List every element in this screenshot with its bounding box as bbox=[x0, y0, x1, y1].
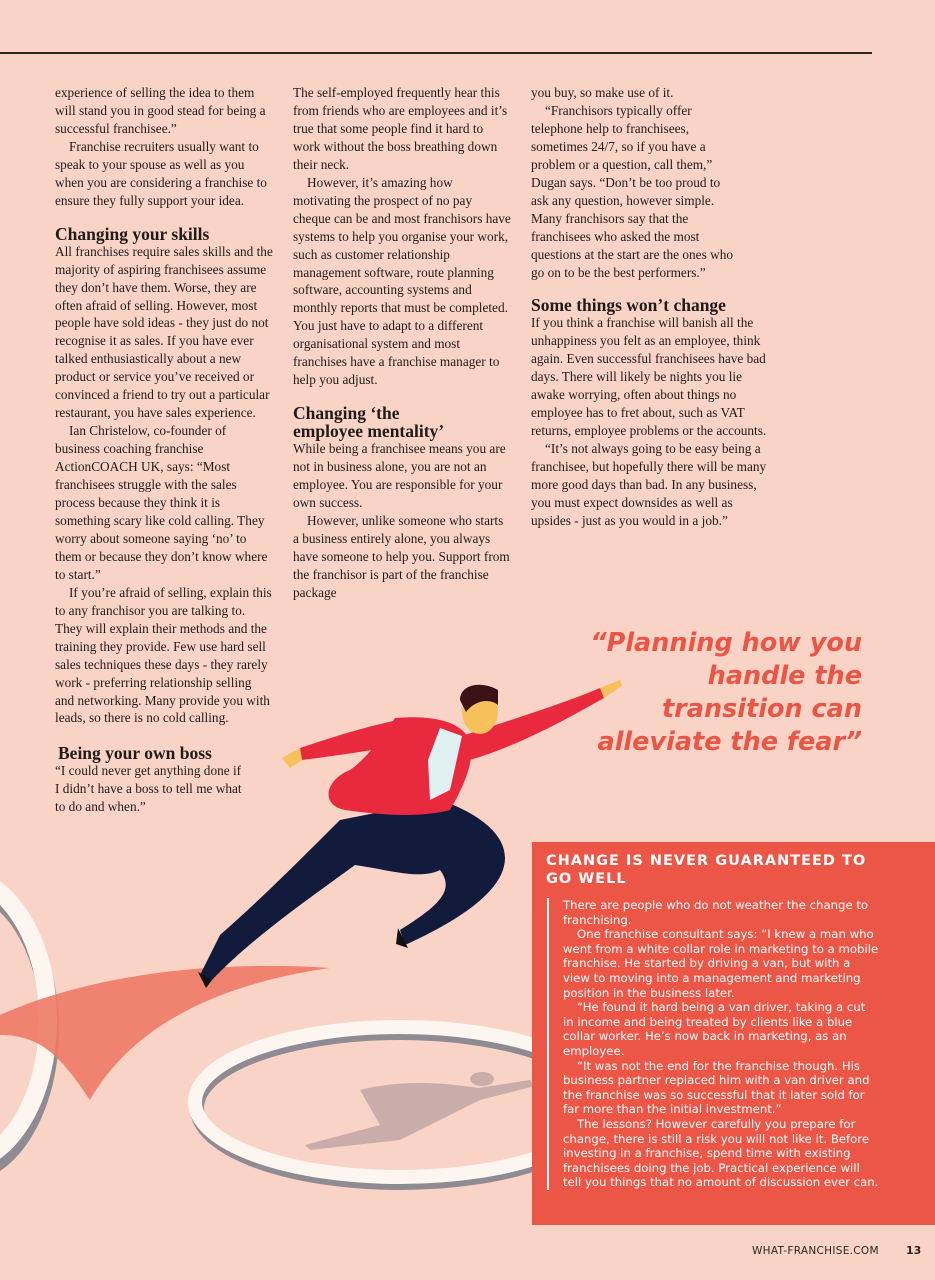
subheading-wont-change: Some things won’t change bbox=[531, 295, 726, 316]
paragraph: All franchises require sales skills and the majority of aspiring franchisees assume they don’t have them. Worse, they are often afraid of selling. However, most people have sold ideas - they just do not recognise it as sales. If you have ever talked enthusiastically about a new product or service you’ve received or convinced a friend to try out a particular restaurant, you have sales experience. bbox=[55, 243, 273, 421]
shadow-figure bbox=[305, 1072, 535, 1150]
paragraph: One franchise consultant says: “I knew a man who went from a white collar role in marketing to a mobile franchise. He started by driving a van, but with a view to moving into a management and marketing position in the business later. bbox=[563, 927, 879, 1000]
paragraph: While being a franchisee means you are not in business alone, you are not an employee. You are responsible for your own success. bbox=[293, 441, 506, 511]
paragraph: The self-employed frequently hear this from friends who are employees and it’s true that some people find it hard to work without the boss breathing down their neck. bbox=[293, 85, 508, 172]
sidebar-box-title: CHANGE IS NEVER GUARANTEED TO GO WELL bbox=[546, 853, 867, 887]
paragraph: There are people who do not weather the change to franchising. bbox=[563, 898, 869, 927]
column-1 bbox=[55, 84, 273, 816]
paragraph: However, unlike someone who starts a business entirely alone, you always have someone to help you. Support from the franchisor is part of the franchise package bbox=[293, 513, 510, 600]
pull-quote: “Planning how you handle the transition can alleviate the fear” bbox=[590, 628, 862, 757]
paragraph: Ian Christelow, co-founder of business coaching franchise ActionCOACH UK, says: “Most franchisees struggle with the sales process because they think it is something scary like cold calling. They worry about someone saying ‘no’ to them or because they don’t know where to start.” bbox=[55, 423, 268, 582]
column-2 bbox=[293, 84, 511, 602]
page-number: 13 bbox=[906, 1244, 922, 1257]
paragraph: “I could never get anything done if I didn’t have a boss to tell me what to do and when.” bbox=[55, 763, 242, 815]
paragraph: If you’re afraid of selling, explain this to any franchisor you are talking to. They will explain their methods and the training they provide. Few use hard sell sales techniques these days - they rarely work - preferring relationship selling and networking. Many provide you with leads, so there is no cold calling. bbox=[55, 584, 272, 726]
subheading-employee-mentality: Changing ‘the employee mentality’ bbox=[293, 403, 445, 442]
figure-legs bbox=[200, 800, 505, 980]
column-3 bbox=[531, 84, 771, 530]
paragraph: Franchise recruiters usually want to speak to your spouse as well as you when you are considering a franchise to ensure they fully support your idea. bbox=[55, 138, 267, 208]
paragraph: “Franchisors typically offer telephone help to franchisees, sometimes 24/7, so if you have a problem or a question, call them,” Dugan says. “Don’t be too proud to ask any question, however simple. Many franchisors say that the franchisees who asked the most questions at the start are the ones who go on to be the best performers.” bbox=[531, 102, 733, 280]
paragraph: experience of selling the idea to them will stand you in good stead for being a successful franchisee.” bbox=[55, 85, 266, 136]
subheading-own-boss: Being your own boss bbox=[58, 743, 212, 764]
paragraph: The lessons? However carefully you prepare for change, there is still a risk you will not like it. Before investing in a franchise, spend time with existing franchisees doing the job. Practical experience will tell you things that no amount of discussion ever can. bbox=[563, 1116, 879, 1190]
sidebar-box-body bbox=[547, 898, 879, 1190]
paragraph: you buy, so make use of it. bbox=[531, 85, 674, 100]
paragraph: “It’s not always going to be easy being a franchisee, but hopefully there will be many more good days than bad. In any business, you must expect downsides as well as upsides - just as you would in a job.” bbox=[531, 441, 767, 528]
subheading-changing-skills: Changing your skills bbox=[55, 223, 210, 244]
sidebar-box bbox=[532, 842, 935, 1225]
paragraph: “He found it hard being a van driver, taking a cut in income and being treated by clients like a blue collar worker. He’s now back in marketing, as an employee. bbox=[563, 1000, 866, 1058]
paragraph: If you think a franchise will banish all the unhappiness you felt as an employee, think again. Even successful franchisees have bad days. There will likely be nights you lie awake worrying, often about things no employee has to fret about, such as VAT returns, employee problems or the accounts. bbox=[531, 315, 767, 439]
paragraph: However, it’s amazing how motivating the prospect of no pay cheque can be and most franchisors have systems to help you organise your work, such as customer relationship management software, route planning software, accounting systems and monthly reports that must be completed. You just have to adapt to a different organisational system and most franchises have a franchise manager to help you adjust. bbox=[293, 174, 511, 388]
footer-url: WHAT-FRANCHISE.COM bbox=[752, 1245, 879, 1257]
paragraph: “It was not the end for the franchise though. His business partner replaced him with a van driver and the franchise was so successful that it later sold for far more than the initial investment.” bbox=[563, 1058, 870, 1117]
